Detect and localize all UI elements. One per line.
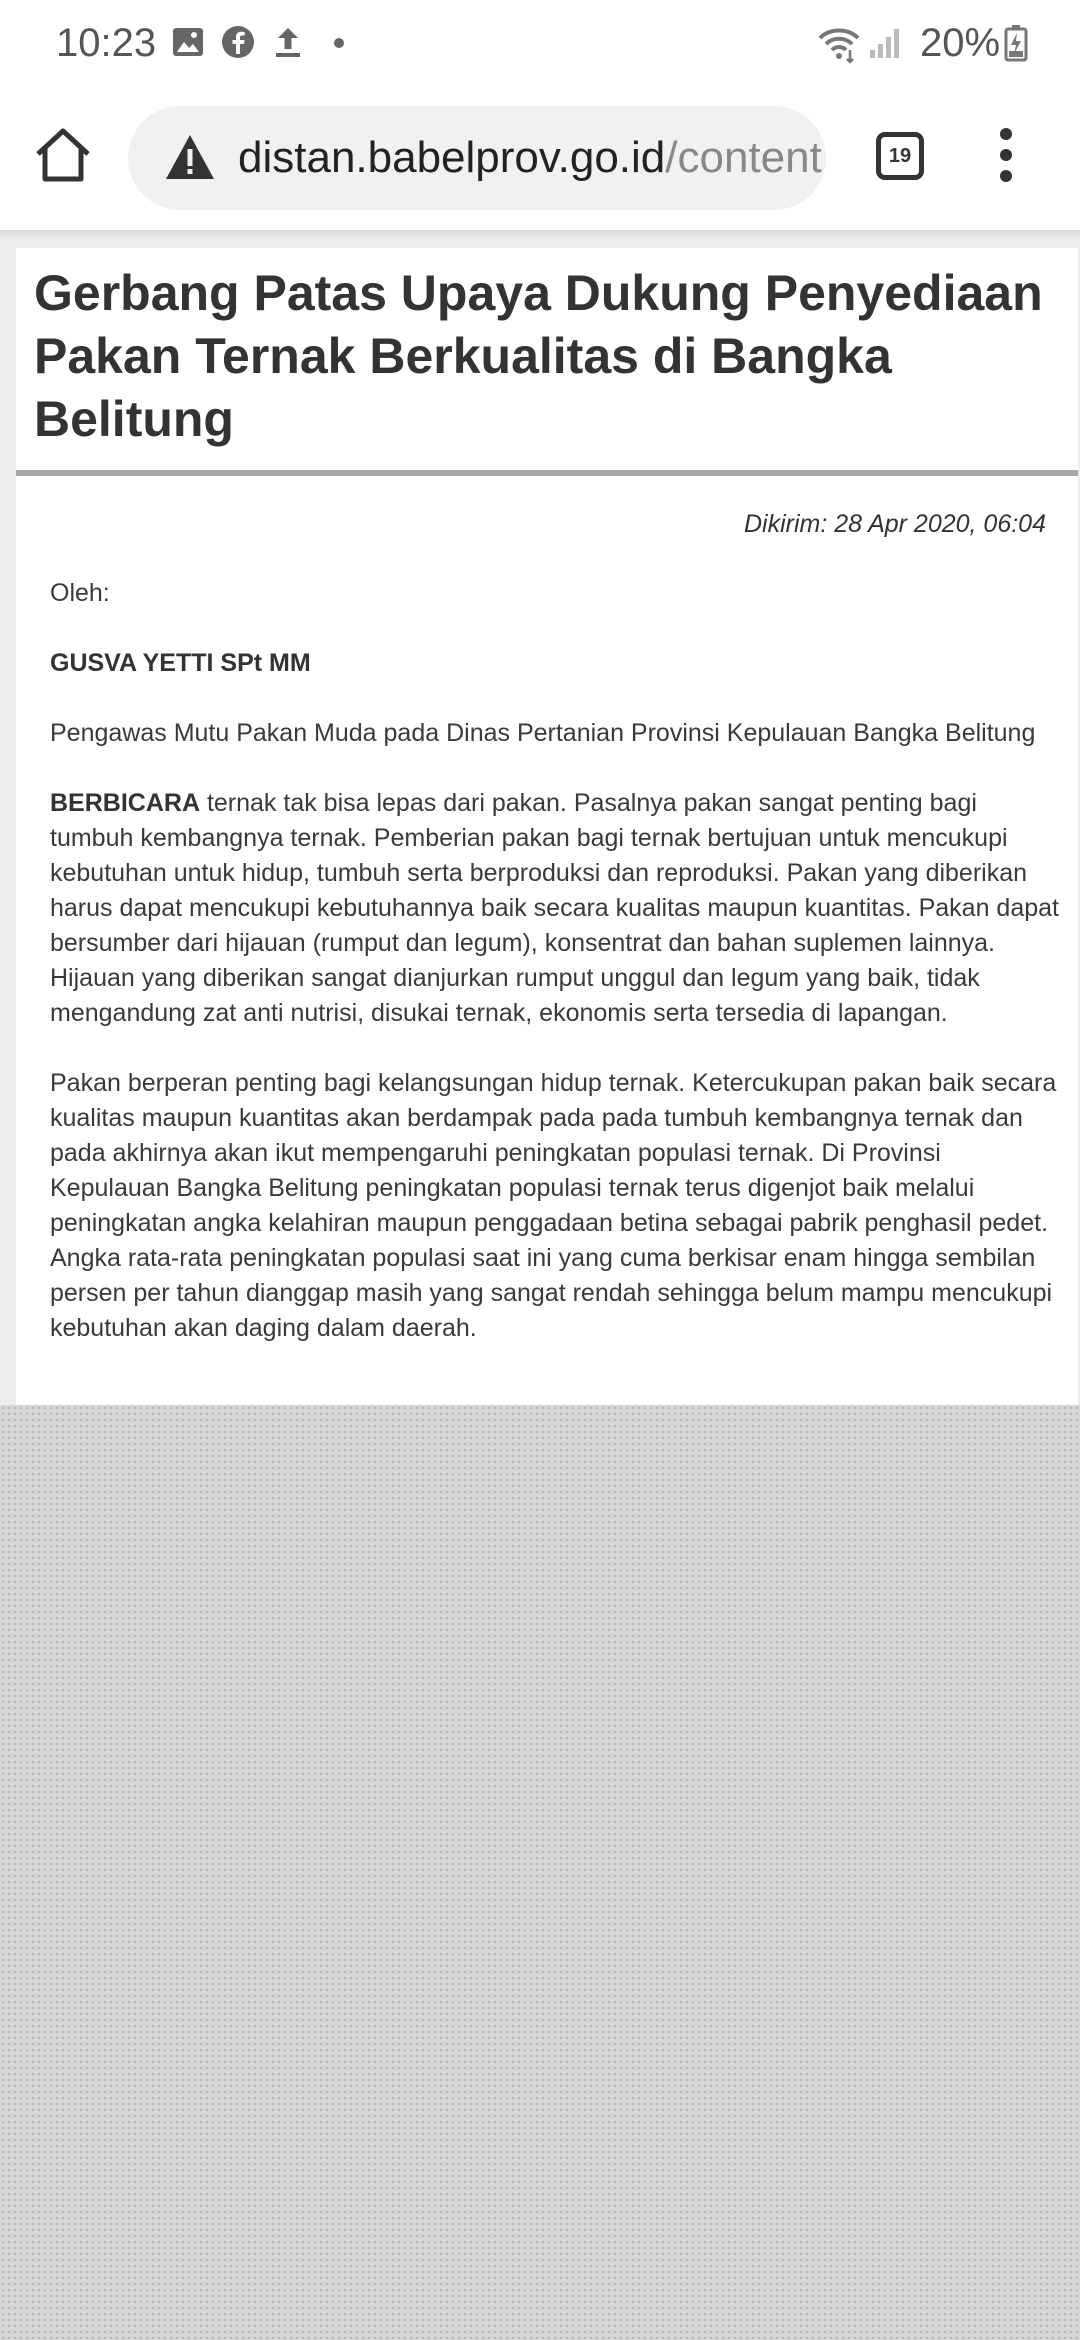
url-path: /content xyxy=(665,133,822,182)
author-role: Pengawas Mutu Pakan Muda pada Dinas Pertanian Provinsi Kepulauan Bangka Belitung xyxy=(50,719,1036,747)
article-body xyxy=(50,576,1060,1381)
facebook-icon xyxy=(220,24,256,60)
menu-dot-icon xyxy=(1000,149,1012,161)
lead-word: BERBICARA xyxy=(50,789,200,817)
more-options-button[interactable] xyxy=(996,128,1016,188)
article-paragraph xyxy=(50,786,1060,1031)
more-notifications-dot xyxy=(334,38,344,48)
battery-percentage: 20% xyxy=(920,21,1001,65)
title-card xyxy=(16,248,1078,476)
gallery-icon xyxy=(170,24,206,60)
url-bar[interactable] xyxy=(128,106,826,210)
web-page xyxy=(0,230,1080,2340)
menu-dot-icon xyxy=(1000,170,1012,182)
signal-icon xyxy=(868,24,902,60)
toolbar-shadow xyxy=(0,230,1080,238)
battery-icon xyxy=(1004,24,1028,62)
status-time: 10:23 xyxy=(56,21,157,65)
status-bar xyxy=(0,0,1080,88)
byline-label: Oleh: xyxy=(50,579,110,607)
url-text[interactable] xyxy=(238,131,822,185)
warning-icon[interactable] xyxy=(164,132,216,184)
paragraph-text: ternak tak bisa lepas dari pakan. Pasalnya pakan sangat penting bagi tumbuh kembangnya ternak. Pemberian pakan bagi ternak bertujuan untuk mencukupi kebutuhan untuk hidup, tumbuh serta berproduksi dan reproduksi. Pakan yang diberikan harus dapat mencukupi kebutuhannya baik secara kualitas maupun kuantitas. Pakan dapat bersumber dari hijauan (rumput dan legum), konsentrat dan bahan suplemen lainnya. Hijauan yang diberikan sangat dianjurkan rumput unggul dan legum yang baik, tidak mengandung zat anti nutrisi, disukai ternak, ekonomis serta tersedia di lapangan. xyxy=(50,789,1059,1027)
menu-dot-icon xyxy=(1000,128,1012,140)
dimmed-overlay xyxy=(0,1405,1080,2340)
article-paragraph: Pakan berperan penting bagi kelangsungan hidup ternak. Ketercukupan pakan baik secara kualitas maupun kuantitas akan berdampak pada pada tumbuh kembangnya ternak dan pada akhirnya akan ikut mempengaruhi peningkatan populasi ternak. Di Provinsi Kepulauan Bangka Belitung peningkatan populasi ternak terus digenjot baik melalui peningkatan angka kelahiran maupun penggadaan betina sebagai pabrik penghasil pedet. Angka rata-rata peningkatan populasi saat ini yang cuma berkisar enam hingga sembilan persen per tahun dianggap masih yang sangat rendah sehingga belum mampu mencukupi kebutuhan akan daging dalam daerah. xyxy=(50,1069,1057,1342)
browser-toolbar xyxy=(0,88,1080,230)
home-button[interactable] xyxy=(32,124,94,186)
article-title: Gerbang Patas Upaya Dukung Penyediaan Pakan Ternak Berkualitas di Bangka Belitung xyxy=(34,265,1043,447)
post-date: Dikirim: 28 Apr 2020, 06:04 xyxy=(743,510,1046,538)
tab-switcher-button[interactable]: 19 xyxy=(876,132,924,180)
url-host: distan.babelprov.go.id xyxy=(238,133,666,182)
author-name: GUSVA YETTI SPt MM xyxy=(50,649,311,677)
upload-icon xyxy=(270,24,306,60)
wifi-icon xyxy=(816,24,862,64)
